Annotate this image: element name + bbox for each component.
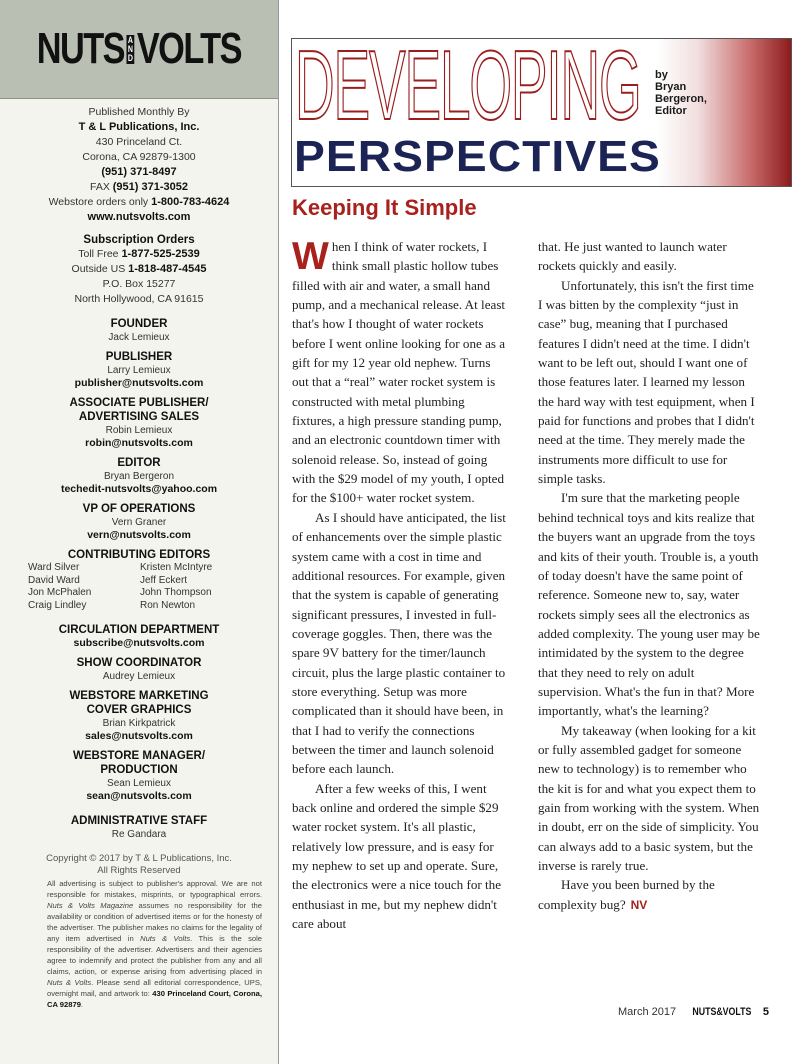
article-paragraph: I'm sure that the marketing people behind technical toys and kits realize that the buyers want an upgrade from the toys and kits of their youth. Trouble is, a youth of today doesn't have the same point of reference. Someone new to, say, water rockets simply sees all the electronics as added complexity. The young user may be intimidated by the system to the degree that they need to rely on adult supervision. What's the fun in that? More importantly, what's the learning? [538,490,760,719]
contributor-name: Ward Silver [28,562,80,573]
legal-disclaimer: All advertising is subject to publisher's approval. We are not responsible for mistakes, misprints, or typographical errors. Nuts & Volts Magazine assumes no responsibility for the availability or condition of advertised items or for the honesty of the advertiser. The publisher makes no claims for the legality of any item advertised in Nuts & Volts. This is the sole responsibility of the advertiser. Advertisers and their agencies agree to indemnify and protect the publisher from any and all claims, action, or expense arising from advertising placed in Nuts & Volts. Please send all editorial correspondence, UPS, overnight mail, and artwork to: 430 Princeland Court, Corona, CA 92879. [47,879,262,1009]
article-paragraph: When I think of water rockets, I think small plastic hollow tubes filled with air and water, a small hand pump, and a mechanical release. At least that's how I thought of water rockets before I went online looking for one as a gift for my 12 year old nephew. Turns out that a “real” water rocket system is constructed with metal plumbing fixtures, a high pressure standing pump, and an electronic countdown timer with solenoid release. So, instead of going with the $29 model of my youth, I opted for the $100+ water rocket system. [292,235,506,506]
column-header [291,38,792,187]
article-paragraph: After a few weeks of this, I went back online and ordered the simple $29 water rocket system. It's all plastic, relatively low pressure, and is easy for my nephew to set up and operate. Sure, the electronics were a nice touch for the enthusiast in me, but my nephew didn't care about [292,780,502,932]
publisher-info: Published Monthly By T & L Publications, Inc. 430 Princeland Ct. Corona, CA 92879-1300 (951) 371-8497 FAX (951) 371-3052 Webstore orders only 1-800-783-4624 www.nutsvolts.com [0,105,278,225]
vp-operations-section: VP OF OPERATIONS Vern Graner vern@nutsvolts.com [0,502,278,542]
article-paragraph: Unfortunately, this isn't the first time I was bitten by the complexity “just in case” bug, meaning that I purchased features I didn't need at the time. I didn't want to be left out, should I want one of those features later. I learned my lesson the hard way with test equipment, when I paid for functions and probes that I didn't need at the time. They merely made the instruments more difficult to use for simple tasks. [538,277,755,487]
webstore-marketing-section: WEBSTORE MARKETING COVER GRAPHICS Brian Kirkpatrick sales@nutsvolts.com [0,689,278,743]
article-column-2 [538,237,760,915]
header-developing: DEVELOPING [295,38,641,140]
page-number: 5 [762,1006,769,1018]
logo-and: A N D [128,34,134,63]
mailing-address: 430 Princeland Court, Corona, CA 92879 [47,989,262,1009]
editor-section: EDITOR Bryan Bergeron techedit-nutsvolts@yahoo.com [0,456,278,496]
article-column-1 [292,237,508,933]
contributor-name: David Ward [28,574,80,586]
subscription-info: Subscription Orders Toll Free 1-877-525-2539 Outside US 1-818-487-4545 P.O. Box 15277 North Hollywood, CA 91615 [71,234,207,305]
publisher-email[interactable]: publisher@nutsvolts.com [74,377,204,389]
article-paragraph: Have you been burned by the complexity bug? NV [538,877,715,912]
drop-cap: W [292,235,329,278]
contributor-name: Jeff Eckert [140,574,188,586]
page-footer [618,1006,769,1018]
admin-staff-section: ADMINISTRATIVE STAFF Re Gandara [70,815,208,840]
magazine-logo-box [0,0,278,99]
vp-operations-email[interactable]: vern@nutsvolts.com [87,529,191,541]
footer-logo: NUTS&VOLTS [692,1006,752,1018]
article-paragraph: that. He just wanted to launch water rockets quickly and easily. [538,239,727,274]
contributor-name: Ron Newton [140,599,196,611]
publisher-section: PUBLISHER Larry Lemieux publisher@nutsvolts.com [0,350,278,390]
associate-publisher-section: ASSOCIATE PUBLISHER/ ADVERTISING SALES Robin Lemieux robin@nutsvolts.com [0,396,278,450]
header-perspectives: PERSPECTIVES [294,132,661,181]
contributor-name: Craig Lindley [28,599,87,611]
contributing-editors-section: CONTRIBUTING EDITORS Ward Silver Kristen McIntyre David Ward Jeff Eckert Jon McPhalen John Thompson Craig Lindley Ron Newton [0,548,278,612]
show-coordinator-section: SHOW COORDINATOR Audrey Lemieux [76,657,202,682]
magazine-logo [37,24,241,74]
header-byline: by Bryan Bergeron, Editor [655,69,707,117]
nv-signoff: NV [630,897,648,912]
contributor-name: Kristen McIntyre [140,562,213,573]
sales-email[interactable]: sales@nutsvolts.com [85,730,193,742]
article-title: Keeping It Simple [292,195,477,220]
article-paragraph: As I should have anticipated, the list of enhancements over the simple plastic system came with a cost in time and additional resources. For example, given that the system is capable of generating significant pressures, I invested in full-coverage goggles. Then, there was the spare 9V battery for the timer/launch circuit, plus the large plastic container to store everything. Setup was more complicated than it should have been, in that I had to verify the connections between the timer and launch solenoid before each launch. [292,509,506,777]
website-link[interactable]: www.nutsvolts.com [87,211,191,223]
webstore-manager-section: WEBSTORE MANAGER/ PRODUCTION Sean Lemieux sean@nutsvolts.com [0,749,278,803]
contributor-name: John Thompson [140,587,212,598]
sean-email[interactable]: sean@nutsvolts.com [86,790,192,802]
article-paragraph: My takeaway (when looking for a kit or fully assembled gadget for someone new to technology) is to remember who the kit is for and what you expect them to gain from working with the system. When in doubt, err on the side of simplicity. You can always add to a basic system, but the inverse is rarely true. [538,722,760,873]
copyright: Copyright © 2017 by T & L Publications, Inc. All Rights Reserved [46,853,232,876]
circulation-email[interactable]: subscribe@nutsvolts.com [73,637,205,649]
issue-date: March 2017 [618,1006,677,1018]
contributor-name: Jon McPhalen [28,587,92,598]
founder-section: FOUNDER Jack Lemieux [108,318,170,343]
circulation-section: CIRCULATION DEPARTMENT subscribe@nutsvolts.com [0,623,278,650]
editor-email[interactable]: techedit-nutsvolts@yahoo.com [60,483,218,495]
associate-publisher-email[interactable]: robin@nutsvolts.com [85,437,193,449]
logo-nuts: NUTS [36,24,125,73]
contributing-editors-list [28,562,250,612]
logo-volts: VOLTS [136,24,242,73]
masthead-sidebar [0,0,279,1064]
